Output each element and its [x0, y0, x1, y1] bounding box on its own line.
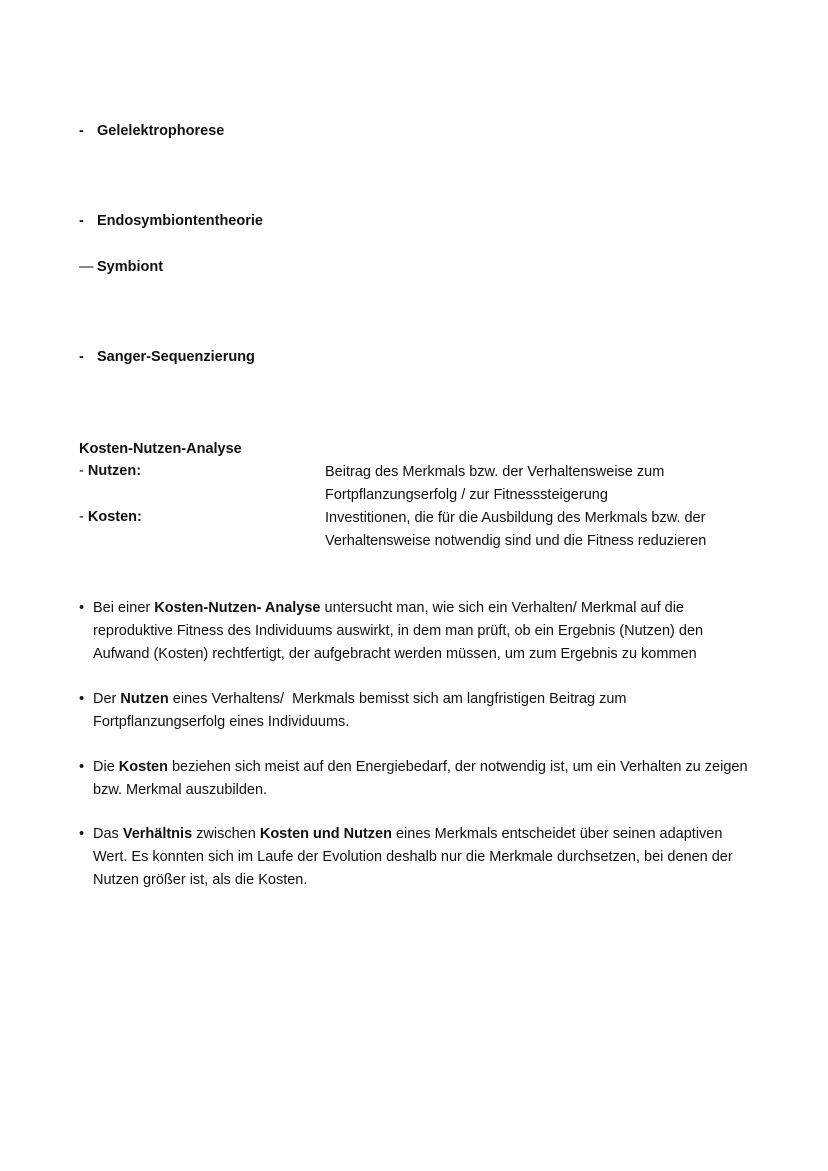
bullet-item [79, 823, 759, 892]
bullet-text-emphasis: Verhältnis [122, 826, 193, 842]
bullet-item [79, 597, 759, 666]
bullet-text-segment: untersucht man, wie sich ein Verhalten/ Merkmal auf die reproduktive Fitness des Individuums auswirkt, in dem man prüft, ob ein Ergebnis (Nutzen) den Aufwand (Kosten) rechtfertigt, der aufgebracht werden müssen, um zum Ergebnis zu kommen [93, 600, 704, 662]
bullet-text-segment: Der [93, 691, 121, 707]
definition-term: Kosten: [87, 509, 142, 525]
definition-text-nutzen: Beitrag des Merkmals bzw. der Verhaltensweise zum Fortpflanzungserfolg / zur Fitnesssteigerung [325, 464, 665, 503]
bullet-text-segment: eines Verhaltens/ Merkmals bemisst sich am langfristigen Beitrag zum Fortpflanzungserfolg eines Individuums. [93, 691, 631, 730]
definition-text-kosten: Investitionen, die für die Ausbildung des Merkmals bzw. der Verhaltensweise notwendig sind und die Fitness reduzieren [325, 510, 707, 549]
term-gelelektrophorese [79, 123, 224, 139]
bullet-marker: • [79, 826, 85, 842]
bullet-marker: • [79, 759, 85, 775]
definition-label-nutzen [79, 463, 141, 479]
term-label: Sanger-Sequenzierung [97, 349, 255, 365]
term-label: Gelelektrophorese [97, 123, 225, 139]
bullet-text-emphasis: Kosten und Nutzen [259, 826, 392, 842]
bullet-text-segment: zwischen [192, 826, 260, 842]
definition-term: Nutzen: [87, 463, 142, 479]
bullet-text-emphasis: Kosten [118, 759, 168, 775]
bullet-text [93, 823, 759, 892]
section-title: Kosten-Nutzen-Analyse [79, 441, 242, 457]
term-marker: — [79, 259, 94, 275]
bullet-marker: • [79, 600, 85, 616]
bullet-text [93, 688, 759, 734]
bullet-text-emphasis: Kosten-Nutzen- Analyse [154, 600, 321, 616]
term-sanger-sequenzierung [79, 349, 255, 365]
bullet-text-segment: Die [93, 759, 119, 775]
bullet-text-emphasis: Nutzen [120, 691, 169, 707]
term-marker: - [79, 213, 84, 229]
term-marker: - [79, 123, 84, 139]
bullet-text [93, 756, 759, 802]
bullet-text-segment: beziehen sich meist auf den Energiebedarf, der notwendig ist, um ein Verhalten zu zeigen bzw. Merkmal auszubilden. [93, 759, 748, 798]
bullet-marker: • [79, 691, 85, 707]
term-symbiont [79, 259, 163, 275]
definition-prefix: - [79, 463, 88, 479]
bullet-item [79, 756, 759, 802]
bullet-item [79, 688, 759, 734]
term-marker: - [79, 349, 84, 365]
bullet-text-segment: eines Merkmals entscheidet über seinen adaptiven Wert. Es konnten sich im Laufe der Evolution deshalb nur die Merkmale durchsetzen, bei denen der Nutzen größer ist, als die Kosten. [93, 826, 733, 888]
definition-prefix: - [79, 509, 88, 525]
definition-label-kosten [79, 509, 142, 525]
term-endosymbiontentheorie [79, 213, 263, 229]
term-label: Symbiont [97, 259, 164, 275]
bullet-text [93, 597, 759, 666]
bullet-text-segment: Das [93, 826, 123, 842]
term-label: Endosymbiontentheorie [97, 213, 263, 229]
bullet-text-segment: Bei einer [93, 600, 155, 616]
